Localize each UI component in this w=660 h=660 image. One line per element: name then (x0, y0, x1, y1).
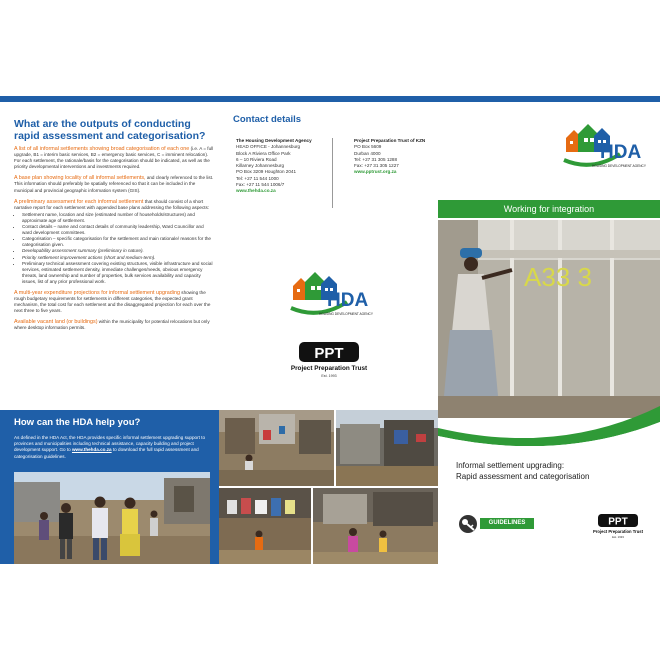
outputs-heading: What are the outputs of conducting rapid assessment and categorisation? (14, 118, 206, 142)
para-baseplan (14, 175, 214, 193)
cover-hda-tagline: HOUSING DEVELOPMENT AGENCY (592, 164, 646, 168)
swoosh-svg (438, 396, 660, 446)
collage-photo-2 (336, 410, 438, 486)
para-list-lead: A list of all informal settlements showing broad categorisation of each one (14, 146, 190, 152)
hda-line: HEAD OFFICE - Johannesburg (236, 144, 301, 150)
brochure-sheet (0, 96, 660, 564)
cover-ppt-word: PPT (608, 516, 628, 528)
hda-web-link[interactable]: www.thehda.co.za (236, 188, 276, 194)
list-item: • Developability assessment summary (preliminary in nature). (22, 248, 214, 254)
hda-logo-word: HDA (327, 290, 369, 311)
hda-logo-tagline: HOUSING DEVELOPMENT AGENCY (319, 312, 373, 316)
list-item: • Contact details – name and contact details of community leadership, Ward Councillor and ward development committees. (22, 224, 214, 236)
ppt-web-link[interactable]: www.pptrust.org.za (354, 169, 397, 175)
help-text-a: As defined in the HDA Act, the HDA provides specific informal settlement upgrading support to provinces and municipalities including technical assistance, capacity building and project development support. Go to (14, 435, 205, 453)
collage-photo-4 (313, 488, 438, 564)
para-expenditure-body: showing the rough budgetary requirements for settlements in different categories, the expected grant mechanism, the total cost for each settlement and the disaggregated projection for each over the next three to five years. (14, 289, 211, 314)
key-icon (458, 514, 480, 534)
cover-photo (438, 220, 660, 418)
contact-divider (332, 138, 333, 208)
settlement-photo-svg (219, 410, 334, 486)
panel-outputs (0, 96, 219, 564)
working-band: Working for integration (438, 200, 660, 218)
ppt-name: Project Preparation Trust of KZN (354, 138, 426, 143)
para-assessment-body: that should consist of a short narrative report for each settlement with appended base plans addressing the following aspects: (14, 198, 210, 210)
para-expenditure-lead: A multi-year expenditure projections for informal settlement upgrading (14, 289, 180, 296)
help-text (14, 435, 210, 460)
para-assessment-lead: A preliminary assessment for each informal settlement (14, 198, 144, 205)
panel-contacts (219, 96, 438, 564)
ppt-logo (281, 340, 377, 382)
ppt-line: PO Box 5609 (354, 144, 382, 150)
help-box (0, 410, 219, 564)
wall-marking: A33 3 (524, 262, 592, 292)
laundry-photo-svg (219, 488, 311, 564)
cover-ppt-tagline: Project Preparation Trust (592, 529, 644, 534)
para-land-lead: Available vacant land (or buildings) (14, 319, 98, 326)
ppt-logo-tagline: Project Preparation Trust (290, 365, 368, 372)
cover-hda-logo-svg (562, 120, 652, 178)
list-item: • Priority settlement improvement actions (short and medium-term). (22, 255, 214, 261)
ppt-contact (354, 138, 434, 176)
outputs-section (14, 118, 214, 337)
hda-line: Killarney Johannesburg (236, 163, 285, 169)
cover-hda-logo (562, 120, 652, 178)
cover-hda-word: HDA (600, 142, 642, 163)
assessment-bullets (14, 212, 214, 285)
list-item: • Preliminary technical assessment covering existing structures, visible infrastructure and social services, estimated settlement density, immediate challenges/needs, obvious emergency threats, land ownership and number of properties, bulk services availability and capacity issues, list of any prior professional work. (22, 261, 214, 285)
top-bar (438, 96, 660, 102)
hda-contact (236, 138, 328, 195)
help-text-b: to download the full rapid assessment and categorisation guidelines. (14, 447, 199, 459)
hda-link[interactable]: www.thehda.co.za (71, 447, 112, 453)
key-icon-svg (458, 514, 480, 534)
hda-logo (289, 268, 379, 326)
ppt-line: Durban 4000 (354, 150, 381, 156)
panel-cover (438, 96, 660, 564)
para-list-body: (i.e. A = full upgrade, B1 = interim basic services, B2 = emergency basic services, C = imminent relocation). For each settlement, the rationale/basis for the categorisation should be indicated, as well as the priority developmental interventions and investments required. (14, 146, 214, 170)
para-land (14, 319, 214, 331)
contact-heading: Contact details (233, 114, 302, 125)
top-bar (219, 96, 438, 102)
hda-line: 6 – 10 Riviera Road (236, 156, 277, 162)
hda-line: Tel: +27 11 544 1000 (236, 175, 279, 181)
ppt-logo-svg (281, 340, 377, 382)
para-assessment (14, 199, 214, 211)
shacks-photo-svg (336, 410, 438, 486)
para-list (14, 146, 214, 170)
top-bar (0, 96, 219, 102)
hda-line: Fax: +27 11 544 1006/7 (236, 182, 285, 188)
people-photo-svg (14, 472, 210, 564)
guidelines-badge: GUIDELINES (480, 518, 534, 529)
cover-photo-svg (438, 220, 660, 418)
ppt-line: Tel: +27 31 305 1288 (354, 156, 398, 162)
hda-name: The Housing Development Agency (236, 138, 312, 143)
cover-ppt-est: Est. 1993 (612, 535, 624, 539)
cover-ppt-logo (588, 514, 648, 542)
cover-title-line1: Informal settlement upgrading: (456, 461, 565, 470)
ppt-logo-est: Est. 1993 (321, 374, 337, 378)
list-item: • Settlement name, location and size (estimated number of households/structures) and approximate age of settlement. (22, 212, 214, 224)
ppt-line: Fax: +27 31 305 1227 (354, 163, 399, 169)
cover-swoosh (438, 396, 660, 446)
cover-title (456, 460, 652, 482)
cover-ppt-svg (588, 514, 648, 542)
hda-line: PO Box 3209 Houghton 2041 (236, 169, 297, 175)
hda-line: Block A Riviera Office Park (236, 150, 291, 156)
collage-photo-3 (219, 488, 311, 564)
cover-title-line2: Rapid assessment and categorisation (456, 472, 590, 481)
children-photo-svg (313, 488, 438, 564)
para-land-body: within the municipality for potential relocations but only where desktop information permits. (14, 319, 210, 331)
ppt-logo-word: PPT (314, 345, 344, 362)
hda-logo-svg (289, 268, 379, 326)
para-expenditure (14, 290, 214, 314)
people-photo (14, 472, 210, 564)
help-heading: How can the HDA help you? (14, 417, 141, 428)
para-baseplan-lead: A base plan showing locality of all informal settlements, (14, 175, 146, 182)
para-baseplan-body: and clearly referenced to the list. This information should preferably be spatially referenced so that it can be included in the municipal and provincial geographic information system (GIS). (14, 175, 214, 193)
collage-photo-1 (219, 410, 334, 486)
list-item: • Categorisation – specific categorisation for the settlement and main rationale/ reasons for the categorisation given. (22, 236, 214, 248)
